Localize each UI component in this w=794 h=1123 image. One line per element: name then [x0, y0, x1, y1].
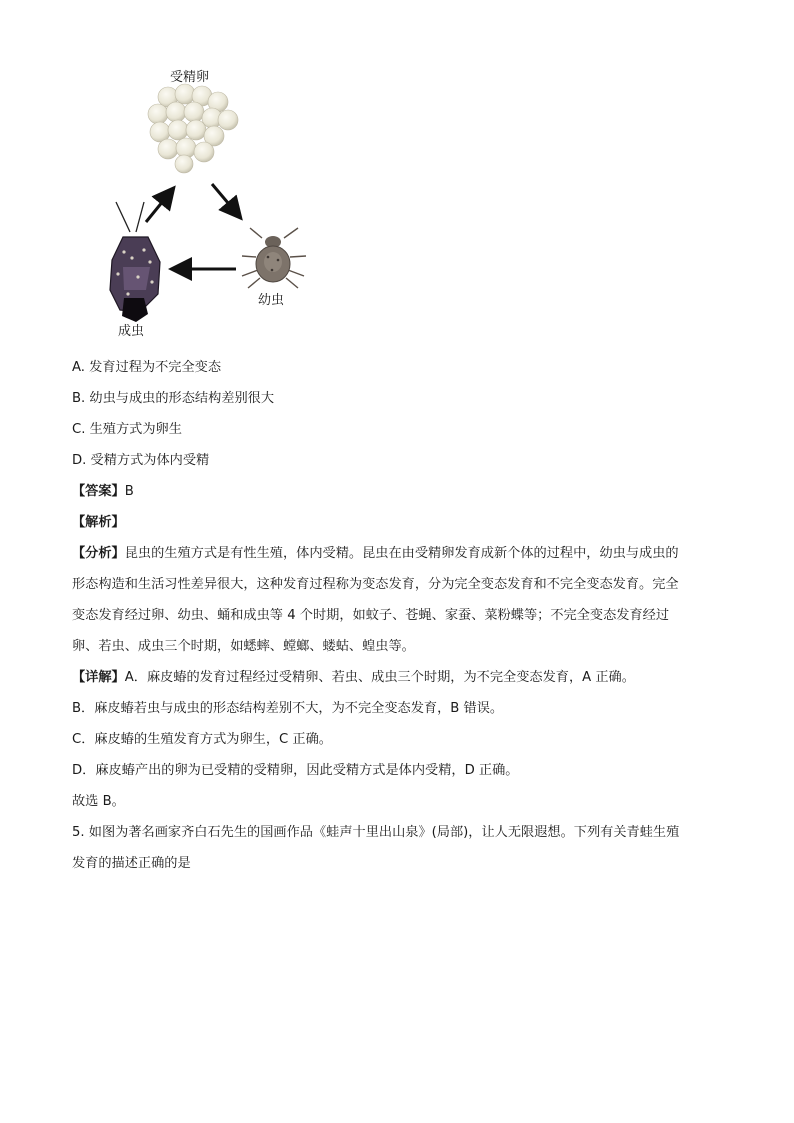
- answer-value: B: [124, 484, 134, 499]
- answer-tag: 【答案】: [72, 484, 125, 499]
- xiangjie-text-1: A．麻皮蝽的发育过程经过受精卵、若虫、成虫三个时期，为不完全变态发育，A 正确。: [124, 670, 635, 685]
- arrow-adult-to-egg: [146, 190, 172, 222]
- xiangjie-line-1: [72, 662, 732, 693]
- xiangjie-line-4: D．麻皮蝽产出的卵为已受精的受精卵，因此受精方式是体内受精，D 正确。: [72, 763, 519, 778]
- fenxi-line-3: 变态发育经过卵、幼虫、蛹和成虫等 4 个时期，如蚊子、苍蝇、家蚕、菜粉蝶等；不完全变态发育经过: [72, 608, 670, 623]
- adult-stage-label: 成虫: [118, 324, 145, 339]
- question5-line-1: 5. 如图为著名画家齐白石先生的国画作品《蛙声十里出山泉》(局部)，让人无限遐想。下列有关青蛙生殖: [72, 825, 680, 840]
- answer-options: [72, 352, 732, 879]
- option-c: C. 生殖方式为卵生: [72, 422, 182, 437]
- life-cycle-figure: [88, 62, 328, 347]
- fenxi-line-2: 形态构造和生活习性差异很大，这种发育过程称为变态发育，分为完全变态发育和不完全变态发育。完全: [72, 577, 679, 592]
- adult-image: [110, 202, 160, 322]
- nymph-stage-label: 幼虫: [258, 293, 285, 308]
- xiangjie-line-3: C．麻皮蝽的生殖发育方式为卵生，C 正确。: [72, 732, 332, 747]
- xiangjie-tag: 【详解】: [72, 670, 125, 685]
- answer-line: [72, 476, 732, 507]
- nymph-image: [242, 228, 306, 288]
- xiangjie-line-2: B．麻皮蝽若虫与成虫的形态结构差别不大，为不完全变态发育，B 错误。: [72, 701, 504, 716]
- analysis-heading: [72, 507, 732, 538]
- option-d: D. 受精方式为体内受精: [72, 453, 210, 468]
- fenxi-line-4: 卵、若虫、成虫三个时期，如蟋蟀、螳螂、蝼蛄、蝗虫等。: [72, 639, 415, 654]
- fenxi-line-1: [72, 538, 732, 569]
- question5-line-2: 发育的描述正确的是: [72, 856, 191, 871]
- fenxi-text-1: 昆虫的生殖方式是有性生殖，体内受精。昆虫在由受精卵发育成新个体的过程中，幼虫与成虫的: [124, 546, 679, 561]
- arrow-egg-to-nymph: [212, 184, 239, 216]
- conclusion-line: 故选 B。: [72, 794, 125, 809]
- egg-stage-label: 受精卵: [170, 70, 210, 85]
- option-b: B. 幼虫与成虫的形态结构差别很大: [72, 391, 275, 406]
- option-a: A. 发育过程为不完全变态: [72, 360, 222, 375]
- life-cycle-diagram: [88, 62, 328, 347]
- fenxi-tag: 【分析】: [72, 546, 125, 561]
- egg-cluster-image: [148, 84, 238, 173]
- analysis-tag: 【解析】: [72, 515, 125, 530]
